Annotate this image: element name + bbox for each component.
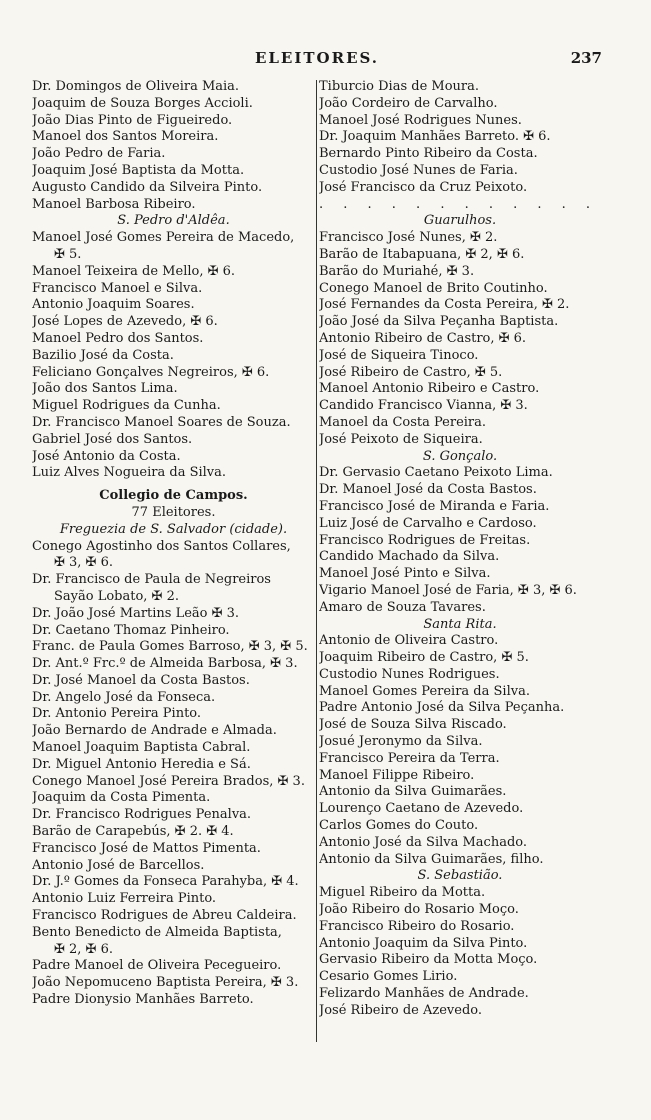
elector-entry: Vigario Manoel José de Faria, ✠ 3, ✠ 6. (319, 582, 577, 598)
elector-entry: Joaquim Ribeiro de Castro, ✠ 5. (319, 650, 529, 666)
parish-heading: Santa Rita. (423, 616, 497, 632)
elector-entry: Dr. Miguel Antonio Heredia e Sá. (32, 756, 251, 772)
elector-entry: Felizardo Manhães de Andrade. (319, 986, 529, 1002)
elector-entry: Manoel Filippe Ribeiro. (319, 767, 475, 783)
elector-entry: Manoel José Pinto e Silva. (319, 566, 491, 582)
elector-entry: Conego Manoel de Brito Coutinho. (319, 280, 548, 296)
right-column (319, 79, 601, 1020)
elector-entry: Barão do Muriahé, ✠ 3. (319, 263, 475, 279)
elector-entry: Gabriel José dos Santos. (32, 431, 193, 447)
elector-entry: Francisco Ribeiro do Rosario. (319, 918, 515, 934)
elector-entry: Franc. de Paula Gomes Barroso, ✠ 3, ✠ 5. (32, 639, 308, 655)
elector-entry: José Lopes de Azevedo, ✠ 6. (32, 314, 218, 330)
elector-entry: Josué Jeronymo da Silva. (319, 734, 483, 750)
elector-entry: Padre Antonio José da Silva Peçanha. (319, 700, 565, 716)
elector-entry: Cesario Gomes Lirio. (319, 969, 458, 985)
elector-entry: Antonio José de Barcellos. (32, 857, 205, 873)
elector-entry: Francisco José Nunes, ✠ 2. (319, 230, 498, 246)
elector-entry: Manoel dos Santos Moreira. (32, 129, 219, 145)
elector-entry: Dr. Antonio Pereira Pinto. (32, 706, 202, 722)
elector-entry: Francisco Manoel e Silva. (32, 280, 203, 296)
elector-entry: José de Souza Silva Riscado. (319, 717, 507, 733)
elector-entry: Manoel da Costa Pereira. (319, 414, 487, 430)
elector-entry: Francisco Pereira da Terra. (319, 750, 500, 766)
elector-entry: Feliciano Gonçalves Negreiros, ✠ 6. (32, 364, 270, 380)
elector-entry: Conego Manoel José Pereira Brados, ✠ 3. (32, 773, 305, 789)
column-divider (316, 80, 317, 1042)
parish-heading: Guarulhos. (423, 213, 497, 229)
college-heading: Collegio de Campos. (99, 488, 248, 504)
elector-entry: João Nepomuceno Baptista Pereira, ✠ 3. (32, 975, 299, 991)
elector-entry: Barão de Carapebús, ✠ 2. ✠ 4. (32, 824, 234, 840)
dotted-separator: . . . . . . . . . . . . (319, 196, 599, 212)
elector-entry: Augusto Candido da Silveira Pinto. (32, 179, 263, 195)
elector-entry: Manoel Teixeira de Mello, ✠ 6. (32, 263, 236, 279)
entry-continuation: ✠ 3, ✠ 6. (54, 555, 113, 571)
elector-entry: Dr. Francisco Manoel Soares de Souza. (32, 414, 291, 430)
elector-entry: Dr. Caetano Thomaz Pinheiro. (32, 622, 230, 638)
elector-entry: Dr. J.º Gomes da Fonseca Parahyba, ✠ 4. (32, 874, 299, 890)
entry-continuation: ✠ 5. (54, 246, 82, 262)
elector-entry: João dos Santos Lima. (32, 381, 178, 397)
elector-entry: João Ribeiro do Rosario Moço. (319, 902, 519, 918)
elector-entry: José Antonio da Costa. (32, 448, 181, 464)
elector-entry: Francisco José de Mattos Pimenta. (32, 840, 261, 856)
elector-entry: Dr. Gervasio Caetano Peixoto Lima. (319, 465, 553, 481)
elector-entry: José Fernandes da Costa Pereira, ✠ 2. (319, 297, 570, 313)
elector-entry: Padre Manoel de Oliveira Pecegueiro. (32, 958, 282, 974)
elector-entry: Manoel Pedro dos Santos. (32, 330, 204, 346)
entry-continuation: ✠ 2, ✠ 6. (54, 941, 113, 957)
elector-entry: Manoel Gomes Pereira da Silva. (319, 683, 530, 699)
elector-entry: Amaro de Souza Tavares. (319, 599, 486, 615)
elector-entry: Bernardo Pinto Ribeiro da Costa. (319, 146, 538, 162)
elector-entry: Dr. Joaquim Manhães Barreto. ✠ 6. (319, 129, 551, 145)
elector-entry: Candido Francisco Vianna, ✠ 3. (319, 398, 528, 414)
elector-entry: Dr. Domingos de Oliveira Maia. (32, 79, 240, 94)
parish-heading: S. Gonçalo. (422, 448, 498, 464)
elector-entry: José Francisco da Cruz Peixoto. (319, 179, 528, 195)
elector-entry: Antonio da Silva Guimarães. (319, 784, 507, 800)
elector-entry: Custodio José Nunes de Faria. (319, 162, 518, 178)
parish-heading: S. Sebastião. (417, 868, 503, 884)
elector-entry: Francisco José de Miranda e Faria. (319, 498, 550, 514)
elector-entry: João Cordeiro de Carvalho. (319, 95, 498, 111)
elector-entry: Francisco Rodrigues de Freitas. (319, 532, 531, 548)
elector-entry: Carlos Gomes do Couto. (319, 818, 479, 834)
elector-entry: José Ribeiro de Castro, ✠ 5. (319, 364, 503, 380)
elector-entry: Tiburcio Dias de Moura. (319, 79, 480, 94)
elector-entry: Bento Benedicto de Almeida Baptista, (32, 924, 282, 940)
elector-entry: Dr. Ant.º Frc.º de Almeida Barbosa, ✠ 3. (32, 656, 298, 672)
elector-entry: Gervasio Ribeiro da Motta Moço. (319, 952, 538, 968)
elector-entry: Dr. Angelo José da Fonseca. (32, 689, 216, 705)
elector-entry: Dr. João José Martins Leão ✠ 3. (32, 605, 240, 621)
elector-entry: Miguel Ribeiro da Motta. (319, 885, 486, 901)
elector-entry: Dr. Manoel José da Costa Bastos. (319, 482, 537, 498)
elector-entry: Antonio da Silva Guimarães, filho. (319, 851, 544, 867)
elector-entry: Francisco Rodrigues de Abreu Caldeira. (32, 908, 297, 924)
elector-entry: João José da Silva Peçanha Baptista. (319, 314, 559, 330)
elector-entry: Joaquim da Costa Pimenta. (32, 790, 211, 806)
parish-heading: S. Pedro d'Aldêa. (117, 213, 230, 229)
elector-entry: Padre Dionysio Manhães Barreto. (32, 992, 254, 1008)
left-column (32, 79, 315, 1009)
elector-entry: José Peixoto de Siqueira. (319, 431, 483, 447)
elector-entry: Antonio Joaquim Soares. (32, 297, 195, 313)
elector-entry: Joaquim José Baptista da Motta. (32, 162, 245, 178)
elector-entry: Manoel Barbosa Ribeiro. (32, 196, 196, 212)
elector-entry: Candido Machado da Silva. (319, 549, 500, 565)
elector-entry: Antonio de Oliveira Castro. (319, 633, 499, 649)
elector-entry: Miguel Rodrigues da Cunha. (32, 398, 221, 414)
elector-entry: Antonio Ribeiro de Castro, ✠ 6. (319, 330, 527, 346)
elector-entry: João Bernardo de Andrade e Almada. (32, 723, 277, 739)
elector-count: 77 Eleitores. (131, 504, 216, 520)
elector-entry: Antonio Luiz Ferreira Pinto. (32, 891, 217, 907)
elector-entry: Luiz Alves Nogueira da Silva. (32, 465, 227, 481)
elector-entry: Antonio José da Silva Machado. (319, 834, 528, 850)
elector-entry: Manoel Antonio Ribeiro e Castro. (319, 381, 540, 397)
elector-entry: Barão de Itabapuana, ✠ 2, ✠ 6. (319, 246, 525, 262)
parish-heading: Freguezia de S. Salvador (cidade). (59, 521, 288, 537)
elector-entry: Bazilio José da Costa. (32, 347, 174, 363)
elector-entry: Custodio Nunes Rodrigues. (319, 666, 500, 682)
elector-entry: João Dias Pinto de Figueiredo. (32, 112, 233, 128)
elector-entry: Conego Agostinho dos Santos Collares, (32, 538, 291, 554)
elector-entry: Manoel Joaquim Baptista Cabral. (32, 740, 251, 756)
elector-entry: José de Siqueira Tinoco. (319, 347, 479, 363)
elector-entry: Lourenço Caetano de Azevedo. (319, 801, 524, 817)
elector-entry: Luiz José de Carvalho e Cardoso. (319, 515, 537, 531)
elector-entry: Dr. Francisco Rodrigues Penalva. (32, 807, 252, 823)
elector-entry: João Pedro de Faria. (32, 146, 166, 162)
page-number: 237 (570, 49, 602, 67)
entry-continuation: Sayão Lobato, ✠ 2. (54, 588, 179, 604)
page-title: ELEITORES. (254, 49, 380, 67)
page-header (32, 49, 602, 69)
elector-entry: Dr. Francisco de Paula de Negreiros (32, 572, 271, 588)
elector-entry: Manoel José Gomes Pereira de Macedo, (32, 230, 295, 246)
elector-entry: Joaquim de Souza Borges Accioli. (32, 95, 253, 111)
elector-entry: Antonio Joaquim da Silva Pinto. (319, 935, 528, 951)
elector-entry: José Ribeiro de Azevedo. (319, 1002, 482, 1018)
elector-entry: Manoel José Rodrigues Nunes. (319, 112, 522, 128)
elector-entry: Dr. José Manoel da Costa Bastos. (32, 672, 250, 688)
